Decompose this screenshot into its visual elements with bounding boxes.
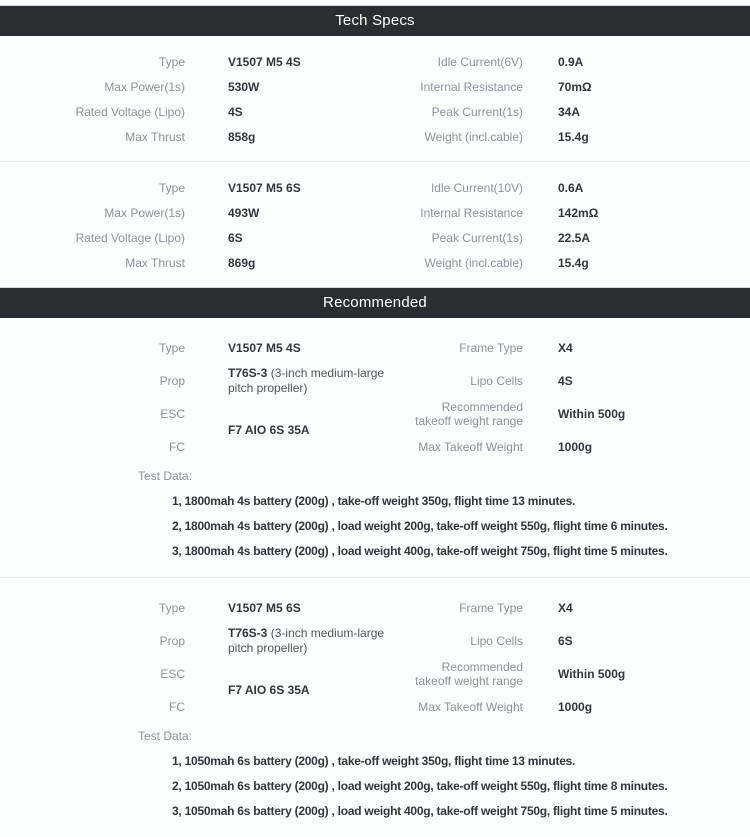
rec-label-fc: FC bbox=[169, 439, 185, 454]
rec-value-prop bbox=[185, 366, 403, 396]
test-data-label: Test Data: bbox=[138, 469, 193, 483]
spec-row bbox=[0, 225, 750, 250]
recommended-header-bar bbox=[0, 287, 750, 318]
test-data-line: 1, 1050mah 6s battery (200g) , take-off weight 350g, flight time 13 minutes. bbox=[172, 754, 576, 768]
spec-value: 6S bbox=[228, 230, 243, 245]
test-data-line: 2, 1050mah 6s battery (200g) , load weight 200g, take-off weight 550g, flight time 8 minutes. bbox=[172, 779, 668, 793]
spec-value: 22.5A bbox=[558, 230, 591, 245]
spec-row bbox=[0, 49, 750, 74]
spec-value: 70mΩ bbox=[558, 79, 592, 94]
spec-label: Idle Current(10V) bbox=[430, 180, 523, 195]
spec-value: 858g bbox=[228, 129, 256, 144]
spec-row bbox=[0, 175, 750, 200]
spec-label: Max Power(1s) bbox=[104, 205, 185, 220]
rec-label-frame-type: Frame Type bbox=[459, 600, 523, 615]
test-data-line: 2, 1800mah 4s battery (200g) , load weight 200g, take-off weight 550g, flight time 6 minutes. bbox=[172, 519, 668, 533]
rec-value-max-takeoff: 1000g bbox=[558, 699, 593, 714]
spec-label: Peak Current(1s) bbox=[431, 104, 523, 119]
spec-label: Rated Voltage (Lipo) bbox=[75, 104, 185, 119]
spec-label: Max Power(1s) bbox=[104, 79, 185, 94]
rec-label-esc: ESC bbox=[160, 666, 185, 681]
spec-value: 0.6A bbox=[558, 180, 584, 195]
rec-label-prop: Prop bbox=[159, 633, 185, 648]
prop-description: (3-inch medium-large pitch propeller) bbox=[228, 625, 385, 655]
rec-value-max-takeoff: 1000g bbox=[558, 439, 593, 454]
spec-value: 15.4g bbox=[558, 255, 589, 270]
prop-model: T76S-3 bbox=[228, 625, 268, 640]
spec-row bbox=[0, 200, 750, 225]
test-data-line: 1, 1800mah 4s battery (200g) , take-off weight 350g, flight time 13 minutes. bbox=[172, 494, 576, 508]
rec-value-prop bbox=[185, 626, 403, 656]
spec-row bbox=[0, 74, 750, 99]
spec-label: Internal Resistance bbox=[420, 79, 523, 94]
rec-value-frame-type: X4 bbox=[558, 600, 573, 615]
prop-description: (3-inch medium-large pitch propeller) bbox=[228, 365, 385, 395]
spec-label: Idle Current(6V) bbox=[437, 54, 523, 69]
rec-value-takeoff-range: Within 500g bbox=[558, 406, 626, 421]
spec-label: Type bbox=[158, 54, 185, 69]
spec-label: Weight (incl.cable) bbox=[424, 255, 523, 270]
rec-label-type: Type bbox=[158, 340, 185, 355]
spec-table-6s bbox=[0, 162, 750, 287]
prop-model: T76S-3 bbox=[228, 365, 268, 380]
rec-label-frame-type: Frame Type bbox=[459, 340, 523, 355]
test-data-line: 3, 1050mah 6s battery (200g) , load weight 400g, take-off weight 750g, flight time 5 minutes. bbox=[172, 804, 668, 818]
spec-label: Max Thrust bbox=[125, 255, 185, 270]
spec-value: 869g bbox=[228, 255, 256, 270]
recommended-block-6s bbox=[0, 578, 750, 837]
spec-row bbox=[0, 124, 750, 149]
rec-label-takeoff-range: Recommended takeoff weight range bbox=[415, 399, 523, 428]
spec-value: 4S bbox=[228, 104, 243, 119]
spec-label: Rated Voltage (Lipo) bbox=[75, 230, 185, 245]
spec-label: Max Thrust bbox=[125, 129, 185, 144]
spec-value: 493W bbox=[228, 205, 260, 220]
spec-label: Internal Resistance bbox=[420, 205, 523, 220]
spec-label: Peak Current(1s) bbox=[431, 230, 523, 245]
spec-label: Weight (incl.cable) bbox=[424, 129, 523, 144]
tech-specs-header-bar bbox=[0, 5, 750, 36]
spec-value: 34A bbox=[558, 104, 581, 119]
spec-value: V1507 M5 4S bbox=[228, 54, 301, 69]
spec-value: 15.4g bbox=[558, 129, 589, 144]
rec-value-esc-fc: F7 AIO 6S 35A bbox=[228, 423, 310, 437]
spec-value: V1507 M5 6S bbox=[228, 180, 301, 195]
rec-value-esc-fc: F7 AIO 6S 35A bbox=[228, 683, 310, 697]
spec-row bbox=[0, 99, 750, 124]
rec-value-type: V1507 M5 6S bbox=[228, 600, 301, 615]
test-data-line: 3, 1800mah 4s battery (200g) , load weight 400g, take-off weight 750g, flight time 5 minutes. bbox=[172, 544, 668, 558]
tech-specs-title: Tech Specs bbox=[335, 12, 415, 29]
rec-label-max-takeoff: Max Takeoff Weight bbox=[418, 699, 523, 714]
rec-label-lipo-cells: Lipo Cells bbox=[470, 633, 523, 648]
rec-label-takeoff-range: Recommended takeoff weight range bbox=[415, 659, 523, 688]
recommended-table bbox=[0, 591, 750, 723]
recommended-title: Recommended bbox=[323, 294, 427, 311]
test-data-label: Test Data: bbox=[138, 729, 193, 743]
rec-label-prop: Prop bbox=[159, 373, 185, 388]
spec-value: 0.9A bbox=[558, 54, 584, 69]
spec-row bbox=[0, 250, 750, 275]
spec-value: 142mΩ bbox=[558, 205, 599, 220]
rec-label-type: Type bbox=[158, 600, 185, 615]
rec-label-max-takeoff: Max Takeoff Weight bbox=[418, 439, 523, 454]
rec-label-esc: ESC bbox=[160, 406, 185, 421]
spec-value: 530W bbox=[228, 79, 260, 94]
rec-value-lipo-cells: 4S bbox=[558, 373, 573, 388]
rec-value-type: V1507 M5 4S bbox=[228, 340, 301, 355]
recommended-block-4s bbox=[0, 318, 750, 577]
recommended-table bbox=[0, 331, 750, 463]
spec-label: Type bbox=[158, 180, 185, 195]
rec-label-lipo-cells: Lipo Cells bbox=[470, 373, 523, 388]
spec-table-4s bbox=[0, 36, 750, 161]
rec-label-fc: FC bbox=[169, 699, 185, 714]
rec-value-lipo-cells: 6S bbox=[558, 633, 573, 648]
rec-value-takeoff-range: Within 500g bbox=[558, 666, 626, 681]
rec-value-frame-type: X4 bbox=[558, 340, 573, 355]
